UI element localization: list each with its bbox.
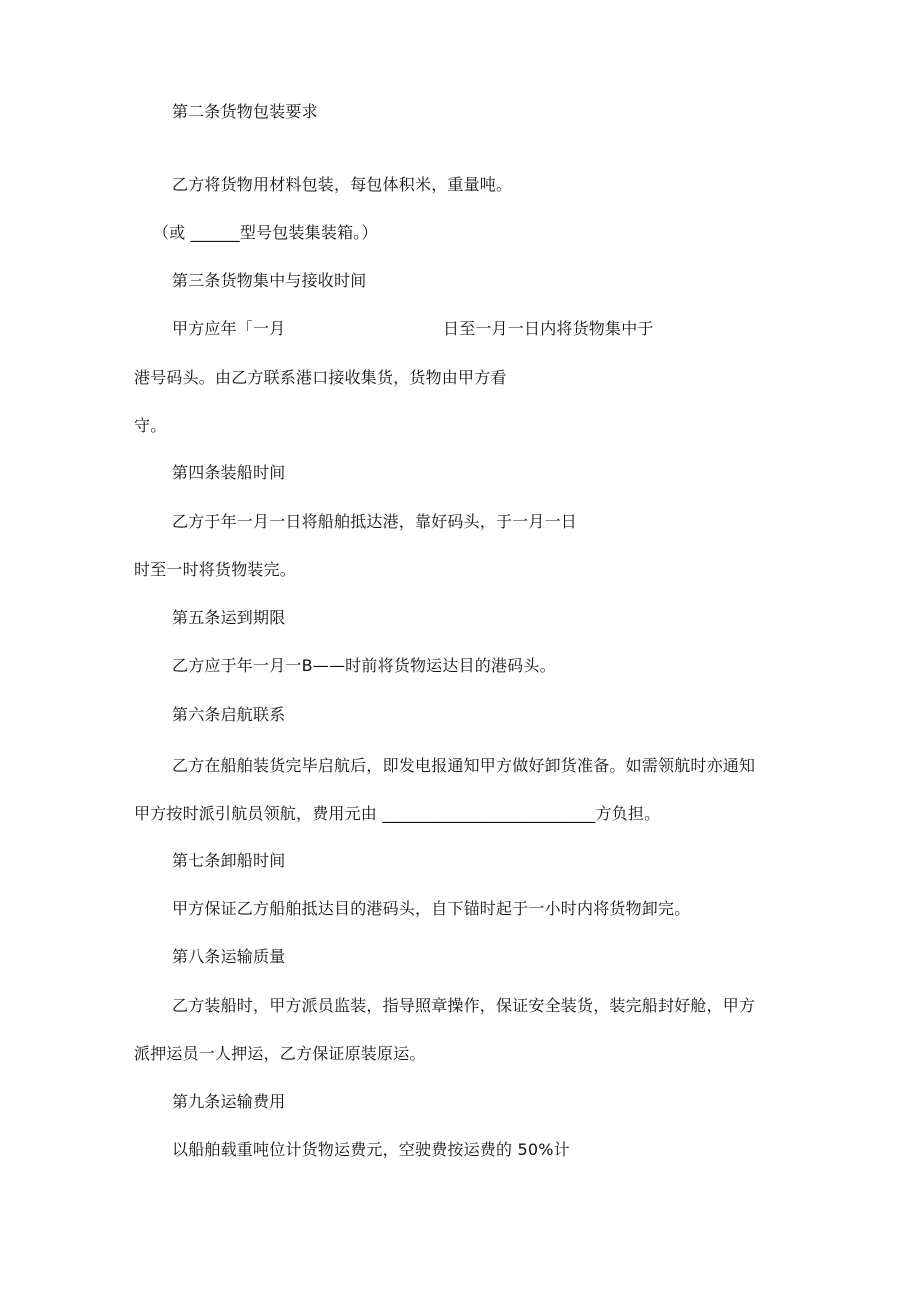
article-9-text: 以船舶载重吨位计货物运费元，空驶费按运费的 50%计 xyxy=(172,1140,570,1159)
article-6-heading: 第六条启航联系 xyxy=(172,705,286,724)
article-9-heading: 第九条运输费用 xyxy=(172,1092,286,1111)
article-8-heading: 第八条运输质量 xyxy=(172,947,286,966)
article-3-text-line-3: 守。 xyxy=(134,416,167,435)
article-5-heading: 第五条运到期限 xyxy=(172,608,286,627)
article-5-text: 乙方应于年一月一B——时前将货物运达目的港码头。 xyxy=(172,656,556,675)
article-8-text-line-1: 乙方装船时，甲方派员监装，指导照章操作，保证安全装货，装完船封好舱，甲方 xyxy=(172,996,756,1015)
article-7-text: 甲方保证乙方船舶抵达目的港码头，自下锚时起于一小时内将货物卸完。 xyxy=(172,899,691,918)
article-3-text-part-2: 日至一月一日内将货物集中于 xyxy=(443,319,654,338)
article-4-heading: 第四条装船时间 xyxy=(172,463,286,482)
article-8-text-line-2: 派押运员一人押运，乙方保证原装原运。 xyxy=(134,1044,426,1063)
article-2-heading: 第二条货物包装要求 xyxy=(172,102,318,121)
article-3-text-line-2: 港号码头。由乙方联系港口接收集货，货物由甲方看 xyxy=(134,368,507,387)
article-6-text-line-1: 乙方在船舶装货完毕启航后，即发电报通知甲方做好卸货准备。如需领航时亦通知 xyxy=(172,756,756,775)
article-2-container-note: （或 ______型号包装集装箱。） xyxy=(153,223,378,242)
article-7-heading: 第七条卸船时间 xyxy=(172,851,286,870)
article-3-text-part-1: 甲方应年「一月 xyxy=(172,319,286,338)
article-2-text: 乙方将货物用材料包装，每包体积米，重量吨。 xyxy=(172,175,513,194)
article-3-heading: 第三条货物集中与接收时间 xyxy=(172,271,367,290)
article-4-text-line-1: 乙方于年一月一日将船舶抵达港，靠好码头，于一月一日 xyxy=(172,512,578,531)
article-4-text-line-2: 时至一时将货物装完。 xyxy=(134,560,297,579)
article-6-text-line-2: 甲方按时派引航员领航，费用元由 __________________________方负担。 xyxy=(134,804,661,823)
